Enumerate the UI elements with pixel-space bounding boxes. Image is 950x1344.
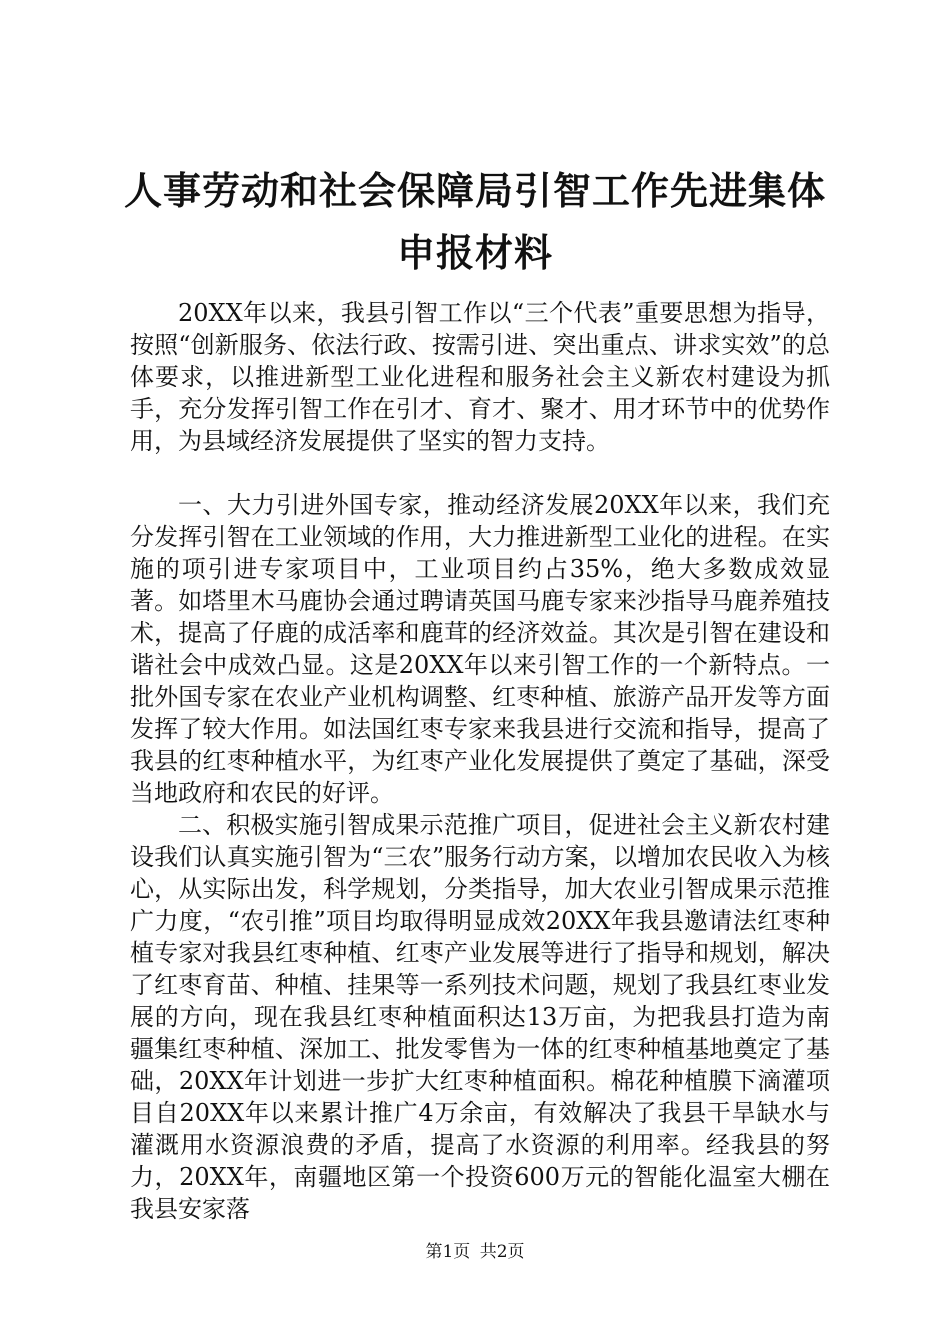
paragraph-intro: 20XX年以来，我县引智工作以“三个代表”重要思想为指导，按照“创新服务、依法行政、按需引进、突出重点、讲求实效”的总体要求，以推进新型工业化进程和服务社会主义新农村建设为抓手，充分发挥引智工作在引才、育才、聚才、用才环节中的优势作用，为县域经济发展提供了坚实的智力支持。 [130, 299, 830, 455]
paragraph-section-two: 二、积极实施引智成果示范推广项目，促进社会主义新农村建设我们认真实施引智为“三农”服务行动方案，以增加农民收入为核心，从实际出发，科学规划，分类指导，加大农业引智成果示范推广力度，“农引推”项目均取得明显成效20XX年我县邀请法红枣种植专家对我县红枣种植、红枣产业发展等进行了指导和规划，解决了红枣育苗、种植、挂果等一系列技术问题，规划了我县红枣业发展的方向，现在我县红枣种植面积达13万亩，为把我县打造为南疆集红枣种植、深加工、批发零售为一体的红枣种植基地奠定了基础，20XX年计划进一步扩大红枣种植面积。棉花种植膜下滴灌项目自20XX年以来累计推广4万余亩，有效解决了我县干旱缺水与灌溉用水资源浪费的矛盾，提高了水资源的利用率。经我县的努力，20XX年，南疆地区第一个投资600万元的智能化温室大棚在我县安家落 [130, 811, 830, 1223]
document-body [130, 297, 830, 1225]
document-title: 人事劳动和社会保障局引智工作先进集体申报材料 [123, 168, 826, 275]
paragraph-section-one: 一、大力引进外国专家，推动经济发展20XX年以来，我们充分发挥引智在工业领域的作用，大力推进新型工业化的进程。在实施的项引进专家项目中，工业项目约占35%，绝大多数成效显著。如塔里木马鹿协会通过聘请英国马鹿专家来沙指导马鹿养殖技术，提高了仔鹿的成活率和鹿茸的经济效益。其次是引智在建设和谐社会中成效凸显。这是20XX年以来引智工作的一个新特点。一批外国专家在农业产业机构调整、红枣种植、旅游产品开发等方面发挥了较大作用。如法国红枣专家来我县进行交流和指导，提高了我县的红枣种植水平，为红枣产业化发展提供了奠定了基础，深受当地政府和农民的好评。 [130, 491, 830, 807]
page-number: 第1页 [425, 1242, 471, 1262]
paragraph-spacer [130, 457, 830, 489]
page-count: 共2页 [479, 1242, 525, 1262]
page-footer [0, 1241, 950, 1263]
